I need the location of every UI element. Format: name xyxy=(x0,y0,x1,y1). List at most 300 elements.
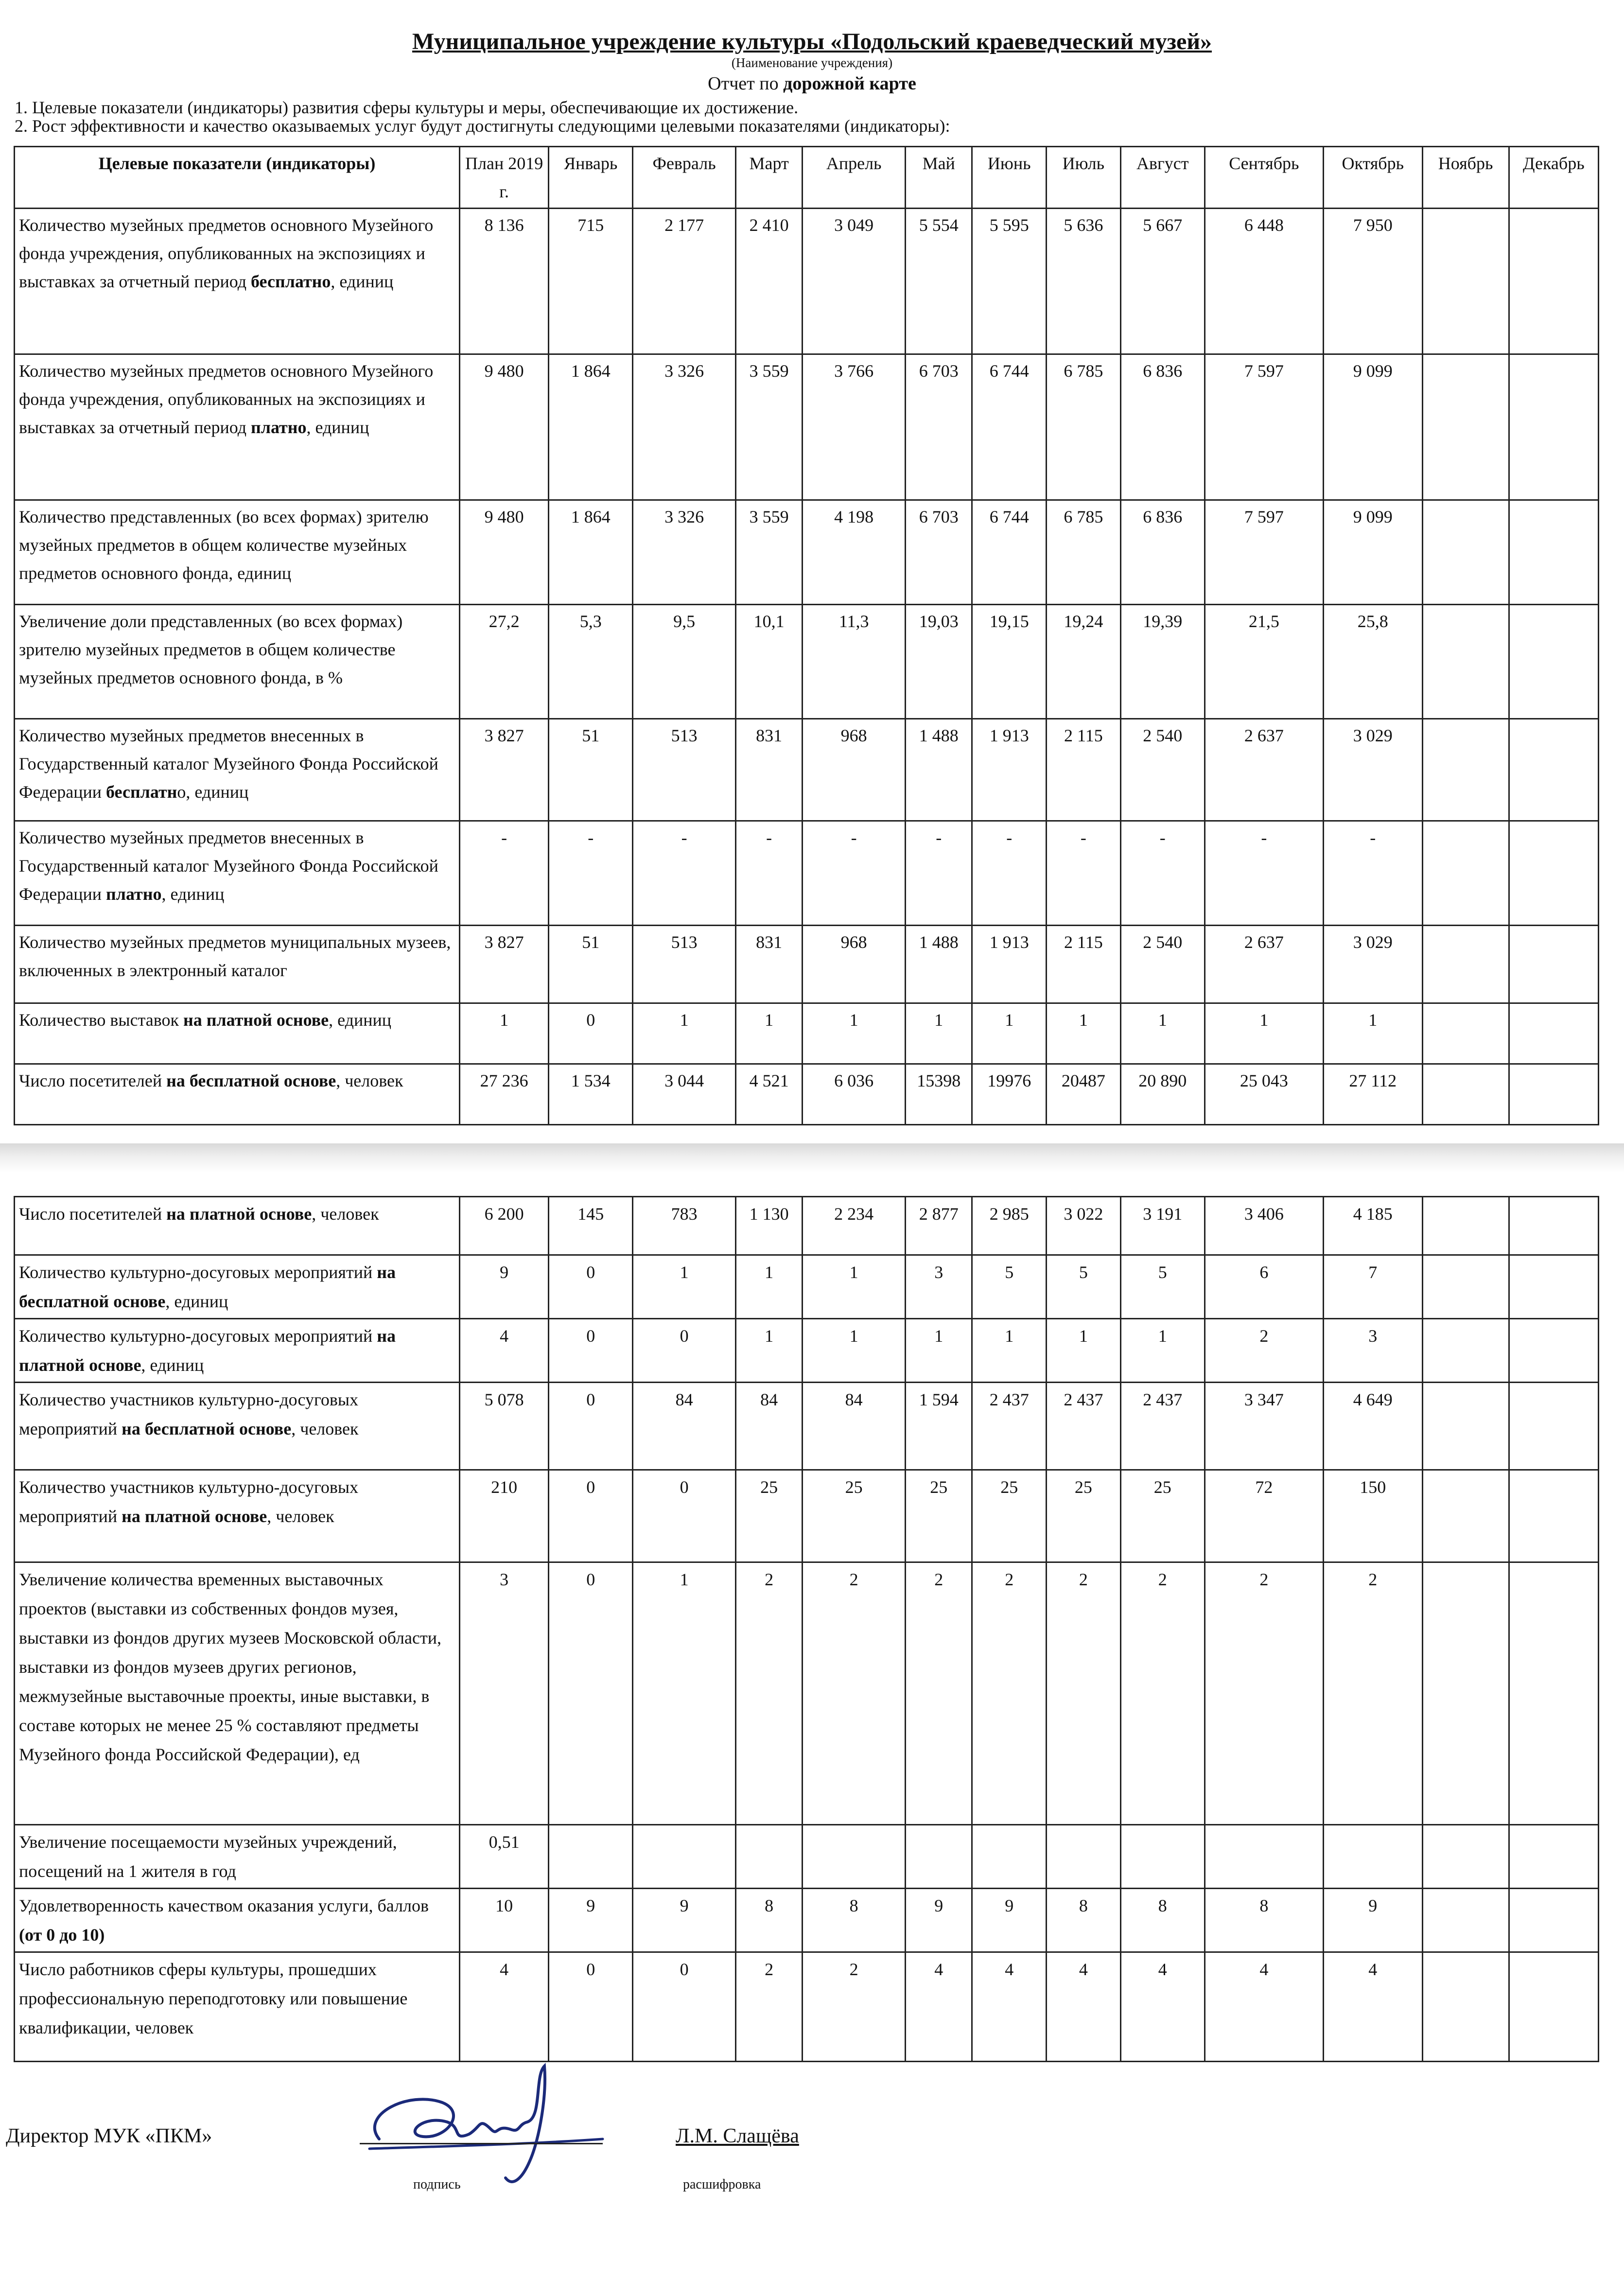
intro-line-1: 1. Целевые показатели (индикаторы) развития сферы культуры и меры, обеспечивающие их достижение. xyxy=(15,98,799,117)
value-cell: 84 xyxy=(633,1383,736,1470)
value-cell: 1 130 xyxy=(735,1197,802,1255)
value-cell: 2 xyxy=(735,1952,802,2062)
value-cell: 3 029 xyxy=(1323,719,1422,821)
value-cell: 8 xyxy=(803,1889,906,1952)
value-cell xyxy=(1509,605,1598,719)
value-cell xyxy=(1509,926,1598,1003)
value-cell: 5 554 xyxy=(906,209,972,354)
table-row xyxy=(15,1255,1599,1319)
indicator-label-text: Число посетителей xyxy=(19,1204,167,1224)
report-title-bold: дорожной карте xyxy=(783,73,916,94)
value-cell: 2 985 xyxy=(972,1197,1047,1255)
indicator-label-text: Количество музейных предметов внесенных в Государственный каталог Музейного Фонда Российской Федерации xyxy=(19,828,438,904)
value-cell xyxy=(1509,1889,1598,1952)
value-cell: 0 xyxy=(549,1003,633,1064)
value-cell: 1 xyxy=(972,1319,1047,1383)
table-row xyxy=(15,1319,1599,1383)
value-cell: 5 xyxy=(1120,1255,1205,1319)
value-cell: 6 785 xyxy=(1047,500,1121,605)
value-cell: 21,5 xyxy=(1205,605,1323,719)
indicator-label-text: , единиц xyxy=(161,884,225,904)
value-cell: - xyxy=(735,821,802,926)
value-cell: 25,8 xyxy=(1323,605,1422,719)
value-cell xyxy=(1422,1562,1509,1825)
indicator-label xyxy=(15,926,460,1003)
value-cell: - xyxy=(1323,821,1422,926)
value-cell: 1 913 xyxy=(972,719,1047,821)
indicator-label xyxy=(15,1952,460,2062)
value-cell xyxy=(1422,1064,1509,1125)
value-cell: 6 xyxy=(1205,1255,1323,1319)
value-cell xyxy=(1509,1825,1598,1889)
value-cell: 3 xyxy=(906,1255,972,1319)
value-cell: 0 xyxy=(549,1383,633,1470)
indicator-label-emphasis: бесплатн xyxy=(106,782,177,802)
value-cell: 513 xyxy=(633,719,736,821)
value-cell: 9 480 xyxy=(460,354,549,500)
value-cell xyxy=(1422,1255,1509,1319)
value-cell: 1 864 xyxy=(549,500,633,605)
value-cell: 6 703 xyxy=(906,500,972,605)
indicator-label-text: о, единиц xyxy=(177,782,249,802)
value-cell: - xyxy=(972,821,1047,926)
value-cell xyxy=(1422,1003,1509,1064)
value-cell xyxy=(1422,1197,1509,1255)
value-cell: 2 115 xyxy=(1047,719,1121,821)
page-break-gap xyxy=(0,1143,1624,1173)
column-header: Ноябрь xyxy=(1422,147,1509,209)
value-cell: 0 xyxy=(549,1319,633,1383)
indicator-label xyxy=(15,1003,460,1064)
indicator-label-text: Увеличение доли представленных (во всех формах) зрителю музейных предметов в общем количестве музейных предметов основного фонда, в % xyxy=(19,612,403,687)
table-row xyxy=(15,821,1599,926)
indicator-label xyxy=(15,1889,460,1952)
value-cell: 9 xyxy=(549,1889,633,1952)
value-cell: 0,51 xyxy=(460,1825,549,1889)
value-cell xyxy=(1422,719,1509,821)
table-row xyxy=(15,926,1599,1003)
value-cell: 1 xyxy=(735,1255,802,1319)
value-cell: - xyxy=(633,821,736,926)
value-cell: 2 540 xyxy=(1120,719,1205,821)
indicator-label-text: , человек xyxy=(267,1507,334,1526)
indicator-label xyxy=(15,1197,460,1255)
value-cell: 5 078 xyxy=(460,1383,549,1470)
table-row xyxy=(15,1562,1599,1825)
value-cell: 715 xyxy=(549,209,633,354)
value-cell: 51 xyxy=(549,926,633,1003)
value-cell: 25 xyxy=(803,1470,906,1562)
value-cell: 25 xyxy=(972,1470,1047,1562)
value-cell: 6 836 xyxy=(1120,354,1205,500)
indicator-label-emphasis: платно xyxy=(251,418,307,437)
value-cell: 25 xyxy=(906,1470,972,1562)
value-cell: 25 xyxy=(1047,1470,1121,1562)
indicator-label xyxy=(15,209,460,354)
value-cell xyxy=(1509,500,1598,605)
value-cell: 4 xyxy=(460,1952,549,2062)
director-name: Л.М. Слащёва xyxy=(676,2125,799,2147)
value-cell: 8 xyxy=(1047,1889,1121,1952)
indicator-label xyxy=(15,1255,460,1319)
value-cell xyxy=(1509,719,1598,821)
value-cell: 9 xyxy=(1323,1889,1422,1952)
value-cell: 27 112 xyxy=(1323,1064,1422,1125)
value-cell: 15398 xyxy=(906,1064,972,1125)
column-header: Август xyxy=(1120,147,1205,209)
table-row xyxy=(15,605,1599,719)
value-cell xyxy=(1509,1952,1598,2062)
value-cell: 4 xyxy=(1323,1952,1422,2062)
value-cell: 4 xyxy=(460,1319,549,1383)
value-cell: 3 347 xyxy=(1205,1383,1323,1470)
value-cell: 9 xyxy=(972,1889,1047,1952)
value-cell: 2 xyxy=(803,1562,906,1825)
value-cell: 2 637 xyxy=(1205,926,1323,1003)
value-cell: 25 043 xyxy=(1205,1064,1323,1125)
value-cell: 5 xyxy=(1047,1255,1121,1319)
value-cell: 25 xyxy=(735,1470,802,1562)
value-cell: 9 xyxy=(460,1255,549,1319)
value-cell: 7 597 xyxy=(1205,500,1323,605)
value-cell: 10,1 xyxy=(735,605,802,719)
value-cell xyxy=(735,1825,802,1889)
value-cell: 10 xyxy=(460,1889,549,1952)
value-cell: 19,39 xyxy=(1120,605,1205,719)
value-cell: 7 xyxy=(1323,1255,1422,1319)
value-cell xyxy=(803,1825,906,1889)
value-cell: 2 437 xyxy=(972,1383,1047,1470)
value-cell: 1 xyxy=(803,1003,906,1064)
value-cell: 0 xyxy=(633,1470,736,1562)
indicator-label-text: Количество выставок xyxy=(19,1010,183,1030)
value-cell xyxy=(1422,1470,1509,1562)
indicator-label xyxy=(15,719,460,821)
value-cell: 0 xyxy=(549,1562,633,1825)
indicator-label-text: Число работников сферы культуры, прошедших профессиональную переподготовку или повышение квалификации, человек xyxy=(19,1960,408,2037)
value-cell xyxy=(972,1825,1047,1889)
indicator-label xyxy=(15,1064,460,1125)
value-cell: 2 xyxy=(972,1562,1047,1825)
column-header: Апрель xyxy=(803,147,906,209)
table-row xyxy=(15,1952,1599,2062)
value-cell: 72 xyxy=(1205,1470,1323,1562)
table-row xyxy=(15,719,1599,821)
value-cell: 2 637 xyxy=(1205,719,1323,821)
value-cell: 1 xyxy=(972,1003,1047,1064)
value-cell: 20 890 xyxy=(1120,1064,1205,1125)
indicators-table-part-2 xyxy=(14,1196,1599,2062)
value-cell: 3 049 xyxy=(803,209,906,354)
value-cell: 1 534 xyxy=(549,1064,633,1125)
indicator-label xyxy=(15,1383,460,1470)
value-cell: 9,5 xyxy=(633,605,736,719)
indicator-label-text: , единиц xyxy=(141,1355,204,1375)
value-cell xyxy=(1422,354,1509,500)
indicator-label xyxy=(15,821,460,926)
name-caption: расшифровка xyxy=(683,2177,761,2192)
value-cell: 4 xyxy=(1205,1952,1323,2062)
value-cell: 1 xyxy=(1205,1003,1323,1064)
report-title xyxy=(0,73,1624,94)
value-cell: 145 xyxy=(549,1197,633,1255)
column-header: Январь xyxy=(549,147,633,209)
value-cell: 84 xyxy=(803,1383,906,1470)
value-cell: 3 559 xyxy=(735,354,802,500)
value-cell: 9 480 xyxy=(460,500,549,605)
indicator-label-text: , единиц xyxy=(331,272,394,291)
value-cell: 19,24 xyxy=(1047,605,1121,719)
value-cell xyxy=(1422,821,1509,926)
indicator-label-emphasis: на бесплатной основе xyxy=(19,1262,396,1311)
table-row xyxy=(15,1197,1599,1255)
value-cell xyxy=(1205,1825,1323,1889)
indicator-label-text: Количество представленных (во всех формах) зрителю музейных предметов в общем количестве музейных предметов основного фонда, единиц xyxy=(19,507,429,583)
indicator-label xyxy=(15,1562,460,1825)
value-cell: 2 234 xyxy=(803,1197,906,1255)
value-cell: 6 744 xyxy=(972,500,1047,605)
value-cell: 1 xyxy=(1323,1003,1422,1064)
value-cell: 8 xyxy=(1120,1889,1205,1952)
indicator-label xyxy=(15,354,460,500)
value-cell xyxy=(1047,1825,1121,1889)
column-header: Целевые показатели (индикаторы) xyxy=(15,147,460,209)
indicator-label-emphasis: на бесплатной основе xyxy=(122,1419,292,1438)
indicator-label-text: Количество культурно-досуговых мероприятий xyxy=(19,1262,377,1282)
value-cell: 1 xyxy=(633,1255,736,1319)
value-cell xyxy=(1509,1003,1598,1064)
value-cell: 1 864 xyxy=(549,354,633,500)
indicator-label-text: , единиц xyxy=(306,418,369,437)
value-cell xyxy=(1422,1825,1509,1889)
value-cell: 3 326 xyxy=(633,354,736,500)
value-cell: 6 703 xyxy=(906,354,972,500)
value-cell xyxy=(1509,1383,1598,1470)
value-cell: 4 xyxy=(1120,1952,1205,2062)
value-cell: 1 xyxy=(1120,1003,1205,1064)
value-cell: 968 xyxy=(803,926,906,1003)
value-cell: 19,03 xyxy=(906,605,972,719)
value-cell: 3 xyxy=(1323,1319,1422,1383)
value-cell: 210 xyxy=(460,1470,549,1562)
value-cell: 2 437 xyxy=(1047,1383,1121,1470)
value-cell: 2 xyxy=(906,1562,972,1825)
value-cell: 19976 xyxy=(972,1064,1047,1125)
value-cell xyxy=(1509,209,1598,354)
value-cell: 1 xyxy=(803,1319,906,1383)
report-title-prefix: Отчет по xyxy=(708,73,784,94)
value-cell: 5 667 xyxy=(1120,209,1205,354)
value-cell: 3 029 xyxy=(1323,926,1422,1003)
indicator-label-emphasis: на платной основе xyxy=(19,1326,396,1375)
value-cell xyxy=(1422,500,1509,605)
value-cell xyxy=(1323,1825,1422,1889)
value-cell xyxy=(1120,1825,1205,1889)
value-cell: 831 xyxy=(735,719,802,821)
value-cell: 2 xyxy=(1205,1319,1323,1383)
value-cell xyxy=(1509,1470,1598,1562)
value-cell: 19,15 xyxy=(972,605,1047,719)
value-cell: 150 xyxy=(1323,1470,1422,1562)
indicator-label-emphasis: на бесплатной основе xyxy=(166,1071,336,1090)
value-cell: 8 xyxy=(1205,1889,1323,1952)
value-cell: 4 649 xyxy=(1323,1383,1422,1470)
value-cell: - xyxy=(1047,821,1121,926)
indicator-label xyxy=(15,500,460,605)
value-cell xyxy=(1422,1952,1509,2062)
indicator-label xyxy=(15,1825,460,1889)
value-cell: 2 xyxy=(1205,1562,1323,1825)
value-cell: 6 836 xyxy=(1120,500,1205,605)
value-cell: 1 xyxy=(1047,1319,1121,1383)
signature-line xyxy=(360,2143,603,2144)
column-header: Июнь xyxy=(972,147,1047,209)
column-header: План 2019 г. xyxy=(460,147,549,209)
value-cell: 27 236 xyxy=(460,1064,549,1125)
value-cell xyxy=(1509,354,1598,500)
value-cell: 1 594 xyxy=(906,1383,972,1470)
value-cell: 3 022 xyxy=(1047,1197,1121,1255)
value-cell: 4 xyxy=(906,1952,972,2062)
indicator-label-text: , человек xyxy=(291,1419,359,1438)
indicator-label-emphasis: платно xyxy=(106,884,162,904)
value-cell: 3 827 xyxy=(460,719,549,821)
indicator-label-text: Удовлетворенность качеством оказания услуги, баллов xyxy=(19,1896,429,1915)
value-cell: 1 xyxy=(906,1319,972,1383)
indicator-label-emphasis: бесплатно xyxy=(251,272,331,291)
value-cell: 2 115 xyxy=(1047,926,1121,1003)
intro-line-2: 2. Рост эффективности и качество оказываемых услуг будут достигнуты следующими целевыми показателями (индикаторы): xyxy=(15,116,950,136)
column-header: Март xyxy=(735,147,802,209)
value-cell: 3 559 xyxy=(735,500,802,605)
director-label: Директор МУК «ПКМ» xyxy=(6,2125,212,2147)
value-cell: 5 636 xyxy=(1047,209,1121,354)
value-cell: 5 595 xyxy=(972,209,1047,354)
value-cell: 1 488 xyxy=(906,926,972,1003)
value-cell: 513 xyxy=(633,926,736,1003)
value-cell: 27,2 xyxy=(460,605,549,719)
table-row xyxy=(15,354,1599,500)
value-cell: 11,3 xyxy=(803,605,906,719)
indicator-label-text: , единиц xyxy=(165,1292,228,1311)
table-row xyxy=(15,1003,1599,1064)
value-cell: 5 xyxy=(972,1255,1047,1319)
value-cell: 2 877 xyxy=(906,1197,972,1255)
value-cell: 968 xyxy=(803,719,906,821)
value-cell: 1 xyxy=(1120,1319,1205,1383)
value-cell: 7 950 xyxy=(1323,209,1422,354)
value-cell xyxy=(549,1825,633,1889)
table-row xyxy=(15,1383,1599,1470)
column-header: Февраль xyxy=(633,147,736,209)
indicator-label xyxy=(15,605,460,719)
value-cell: 3 191 xyxy=(1120,1197,1205,1255)
value-cell: 3 827 xyxy=(460,926,549,1003)
signature-image xyxy=(350,2056,622,2192)
indicator-label-text: Количество культурно-досуговых мероприятий xyxy=(19,1326,377,1346)
value-cell xyxy=(1509,1197,1598,1255)
value-cell: 6 200 xyxy=(460,1197,549,1255)
value-cell xyxy=(1422,209,1509,354)
value-cell: 20487 xyxy=(1047,1064,1121,1125)
table-header-row xyxy=(15,147,1599,209)
value-cell: 8 136 xyxy=(460,209,549,354)
value-cell xyxy=(633,1825,736,1889)
indicator-label-text: , единиц xyxy=(329,1010,392,1030)
table-row xyxy=(15,500,1599,605)
indicator-label-emphasis: (от 0 до 10) xyxy=(19,1925,105,1945)
value-cell: 1 xyxy=(633,1003,736,1064)
value-cell: 3 766 xyxy=(803,354,906,500)
organization-subtitle: (Наименование учреждения) xyxy=(731,55,893,70)
value-cell: 4 185 xyxy=(1323,1197,1422,1255)
value-cell: 831 xyxy=(735,926,802,1003)
value-cell: 1 xyxy=(633,1562,736,1825)
value-cell: - xyxy=(1120,821,1205,926)
value-cell: 0 xyxy=(633,1319,736,1383)
column-header: Октябрь xyxy=(1323,147,1422,209)
value-cell: 84 xyxy=(735,1383,802,1470)
value-cell: 3 xyxy=(460,1562,549,1825)
value-cell xyxy=(1509,1562,1598,1825)
value-cell: - xyxy=(803,821,906,926)
value-cell: 9 099 xyxy=(1323,500,1422,605)
table-row xyxy=(15,1064,1599,1125)
value-cell: - xyxy=(1205,821,1323,926)
value-cell xyxy=(1422,1383,1509,1470)
value-cell xyxy=(1422,926,1509,1003)
table-row xyxy=(15,1470,1599,1562)
value-cell: 2 xyxy=(1120,1562,1205,1825)
value-cell: 6 036 xyxy=(803,1064,906,1125)
indicator-label-text: Количество музейных предметов муниципальных музеев, включенных в электронный каталог xyxy=(19,932,451,980)
value-cell xyxy=(906,1825,972,1889)
value-cell: 2 540 xyxy=(1120,926,1205,1003)
column-header: Декабрь xyxy=(1509,147,1598,209)
value-cell: 8 xyxy=(735,1889,802,1952)
signature-caption: подпись xyxy=(413,2177,461,2192)
value-cell: 2 xyxy=(735,1562,802,1825)
indicator-label-emphasis: на платной основе xyxy=(166,1204,312,1224)
value-cell: 0 xyxy=(549,1952,633,2062)
value-cell: 2 437 xyxy=(1120,1383,1205,1470)
value-cell: 7 597 xyxy=(1205,354,1323,500)
value-cell: 9 099 xyxy=(1323,354,1422,500)
organization-title: Муниципальное учреждение культуры «Подольский краеведческий музей» xyxy=(412,29,1212,54)
indicator-label-text: Количество музейных предметов основного Музейного фонда учреждения, опубликованных на экспозициях и выставках за отчетный период xyxy=(19,215,434,291)
value-cell xyxy=(1422,1319,1509,1383)
value-cell: 4 521 xyxy=(735,1064,802,1125)
value-cell: 6 448 xyxy=(1205,209,1323,354)
value-cell: 5,3 xyxy=(549,605,633,719)
value-cell xyxy=(1509,821,1598,926)
indicator-label xyxy=(15,1319,460,1383)
value-cell: 4 xyxy=(972,1952,1047,2062)
indicator-label-text: Количество участников культурно-досуговых мероприятий xyxy=(19,1477,359,1526)
value-cell: 4 xyxy=(1047,1952,1121,2062)
value-cell: 6 785 xyxy=(1047,354,1121,500)
value-cell: 0 xyxy=(633,1952,736,2062)
indicator-label xyxy=(15,1470,460,1562)
value-cell: 1 xyxy=(735,1003,802,1064)
value-cell: 4 198 xyxy=(803,500,906,605)
value-cell: 6 744 xyxy=(972,354,1047,500)
indicator-label-text: Увеличение посещаемости музейных учреждений, посещений на 1 жителя в год xyxy=(19,1832,397,1881)
value-cell: - xyxy=(906,821,972,926)
column-header: Июль xyxy=(1047,147,1121,209)
value-cell: 1 xyxy=(735,1319,802,1383)
indicator-label-text: Увеличение количества временных выставочных проектов (выставки из собственных фондов музея, выставки из фондов других музеев Московской области, выставки из фондов музеев других регионов, межмузейные выставочные проекты, иные выставки, в составе которых не менее 25 % составляют предметы Музейного фонда Российской Федерации), ед xyxy=(19,1570,441,1764)
